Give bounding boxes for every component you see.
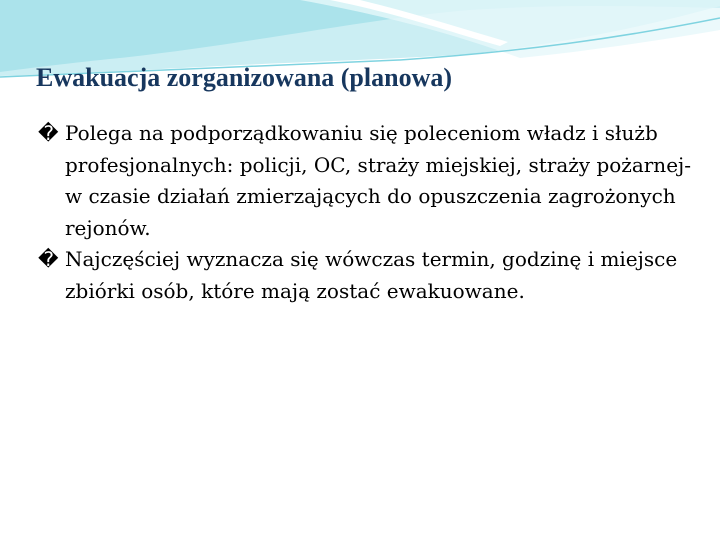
bullet-text: Polega na podporządkowaniu się poleceniom władz i służb profesjonalnych: policji, OC, straży miejskiej, straży pożarnej- w czasie działań zmierzających do opuszczenia zagrożonych rejonów. <box>65 121 691 240</box>
bullet-item <box>38 118 698 244</box>
bullet-item <box>38 244 698 307</box>
bullet-marker: � <box>38 247 59 271</box>
bullet-marker: � <box>38 121 59 145</box>
slide-title: Ewakuacja zorganizowana (planowa) <box>36 63 453 92</box>
bullet-list <box>38 118 698 307</box>
bullet-text: Najczęściej wyznacza się wówczas termin, godzinę i miejsce zbiórki osób, które mają zostać ewakuowane. <box>65 247 678 303</box>
